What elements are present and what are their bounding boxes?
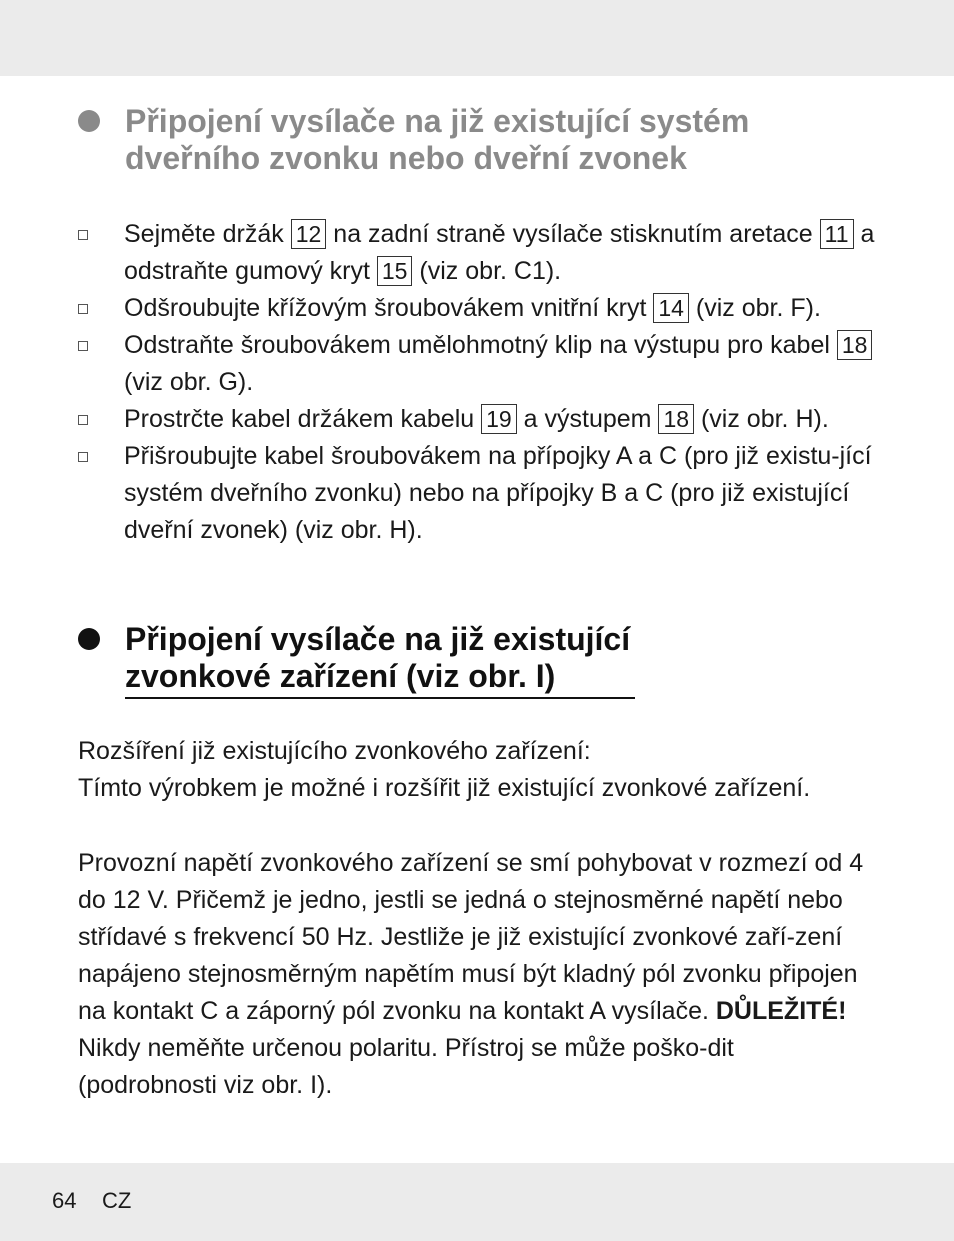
- list-item: [78, 438, 878, 549]
- list-item: [78, 216, 878, 290]
- item-text: Přišroubujte kabel šroubovákem na přípojky A a C (pro již existu-jící systém dveřního zvonku) nebo na přípojky B a C (pro již existující dveřní zvonek) (viz obr. H).: [124, 442, 872, 544]
- part-number-badge: 18: [658, 404, 694, 434]
- list-item: [78, 290, 878, 327]
- part-number-badge: 14: [653, 293, 689, 323]
- heading-text: [125, 621, 635, 699]
- heading-line-2: dveřního zvonku nebo dveřní zvonek: [125, 140, 687, 176]
- language-code: CZ: [102, 1188, 132, 1213]
- heading-line-1: Připojení vysílače na již existující systém: [125, 103, 750, 139]
- item-text: Prostrčte kabel držákem kabelu: [124, 405, 482, 433]
- list-item: [78, 327, 878, 401]
- item-text: Odstraňte šroubovákem umělohmotný klip na výstupu pro kabel: [124, 331, 837, 359]
- part-number-badge: 12: [291, 219, 327, 249]
- item-text: a výstupem: [516, 405, 659, 433]
- heading-bullet-icon: [78, 110, 100, 132]
- square-bullet-icon: [78, 415, 88, 425]
- section-heading-existing-system: [78, 103, 885, 177]
- square-bullet-icon: [78, 341, 88, 351]
- heading-line-1: Připojení vysílače na již existující: [125, 621, 631, 657]
- top-band: [0, 0, 954, 76]
- item-text: a odstraňte gumový kryt: [124, 220, 875, 285]
- page-number: 64: [52, 1188, 77, 1213]
- part-number-badge: 19: [481, 404, 517, 434]
- list-item: [78, 401, 878, 438]
- item-text: na zadní straně vysílače stisknutím aretace: [326, 220, 820, 248]
- footer-band: [0, 1163, 954, 1241]
- paragraph-text: Nikdy neměňte určenou polaritu. Přístroj se může poško-dit (podrobnosti viz obr. I).: [78, 1034, 734, 1099]
- item-text: Odšroubujte křížovým šroubovákem vnitřní kryt: [124, 294, 654, 322]
- part-number-badge: 11: [820, 219, 854, 249]
- heading-text: [125, 103, 885, 177]
- paragraph-line: Rozšíření již existujícího zvonkového zařízení:: [78, 737, 591, 765]
- heading-line-2: zvonkové zařízení (viz obr. I): [125, 658, 556, 694]
- paragraph-extension: [78, 733, 878, 807]
- part-number-badge: 15: [377, 256, 413, 286]
- item-text: (viz obr. G).: [124, 368, 254, 396]
- section-heading-bell-device: [78, 621, 635, 699]
- heading-bullet-icon: [78, 628, 100, 650]
- paragraph-voltage: [78, 845, 878, 1104]
- square-bullet-icon: [78, 304, 88, 314]
- paragraph-text: Provozní napětí zvonkového zařízení se smí pohybovat v rozmezí od 4 do 12 V. Přičemž je jedno, jestli se jedná o stejnosměrné napětí nebo střídavé s frekvencí 50 Hz. Jestliže je již existující zvonkové zaří-zení napájeno stejnosměrným napětím musí být kladný pól zvonku připojen na kontakt C a záporný pól zvonku na kontakt A vysílače.: [78, 849, 864, 1025]
- item-text: Sejměte držák: [124, 220, 291, 248]
- instruction-list: [78, 216, 878, 549]
- important-label: DŮLEŽITÉ!: [715, 997, 847, 1025]
- item-text: (viz obr. C1).: [412, 257, 562, 285]
- part-number-badge: 18: [837, 330, 873, 360]
- item-text: (viz obr. H).: [694, 405, 829, 433]
- square-bullet-icon: [78, 452, 88, 462]
- item-text: (viz obr. F).: [688, 294, 821, 322]
- paragraph-line: Tímto výrobkem je možné i rozšířit již existující zvonkové zařízení.: [78, 774, 811, 802]
- square-bullet-icon: [78, 230, 88, 240]
